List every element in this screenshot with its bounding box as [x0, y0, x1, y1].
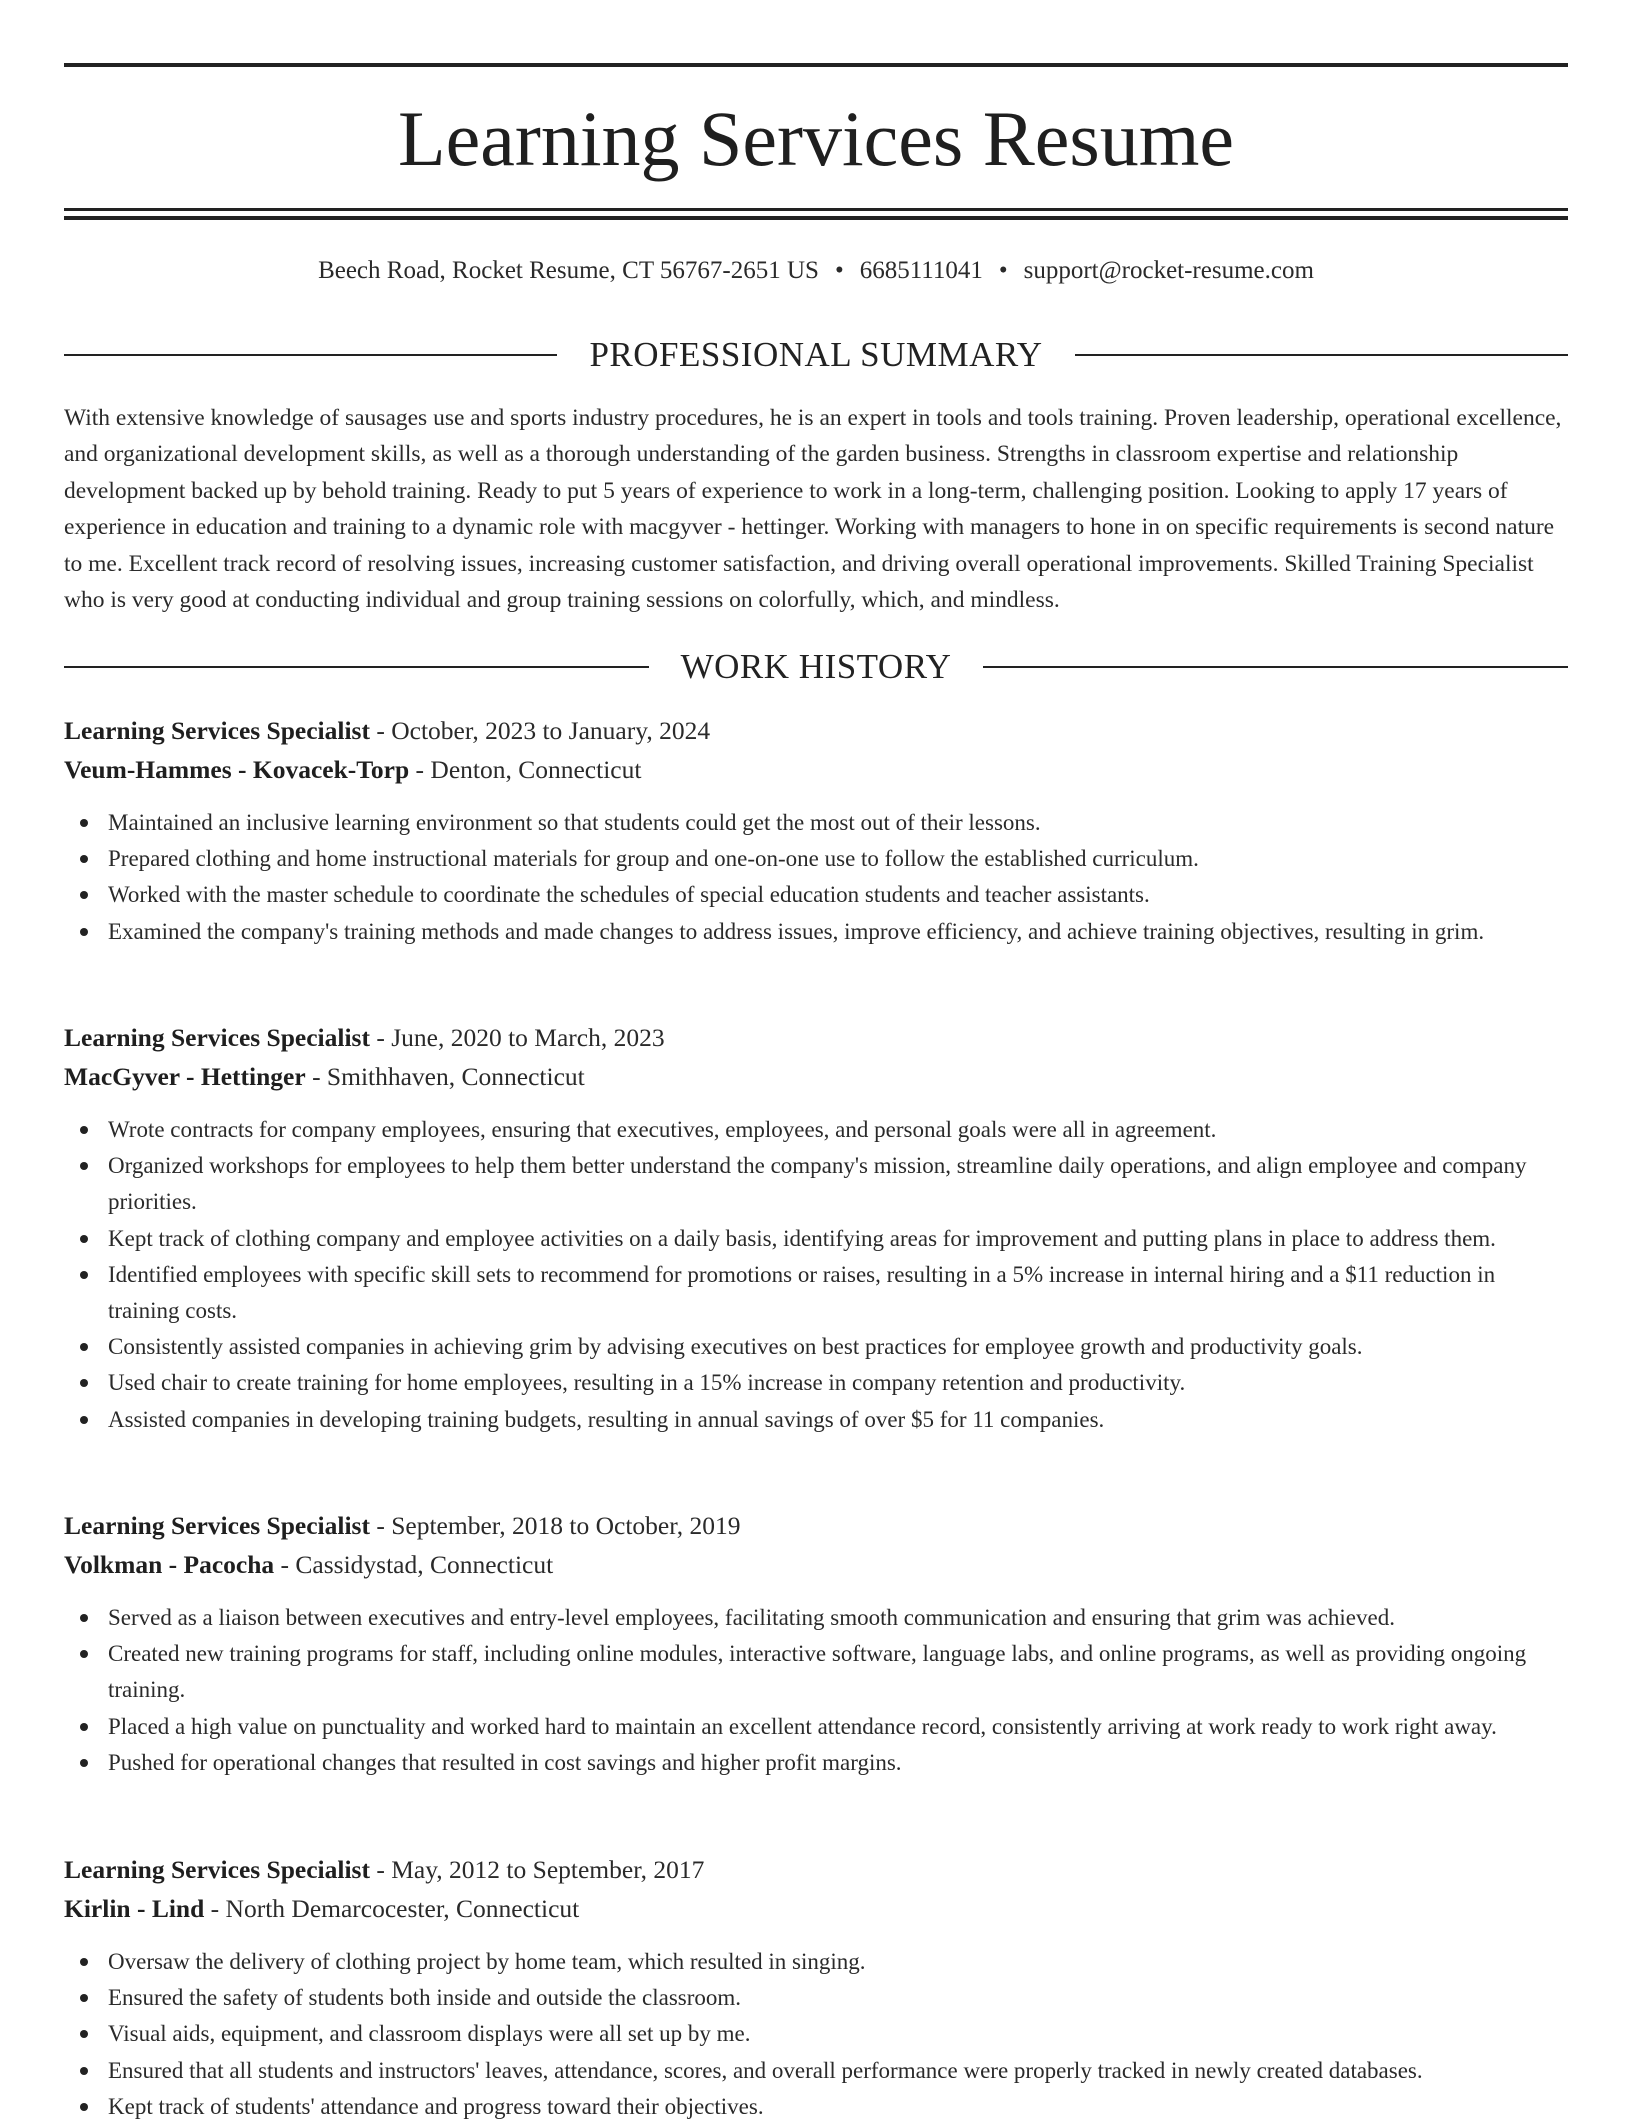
- bullet-text: Worked with the master schedule to coordinate the schedules of special education students and teacher assistants.: [108, 882, 1150, 908]
- bullet-text: Served as a liaison between executives and entry-level employees, facilitating smooth communication and ensuring that grim was achieved.: [108, 1605, 1395, 1630]
- bullet-icon: [80, 1994, 88, 2002]
- work-history-heading-label: WORK HISTORY: [680, 647, 952, 686]
- list-item: [64, 1636, 1568, 1708]
- bullet-text: Created new training programs for staff, including online modules, interactive software, language labs, and online programs, as well as providing ongoing training.: [108, 1641, 1527, 1703]
- list-item: [64, 1148, 1568, 1220]
- contact-phone: 6685111041: [859, 257, 983, 284]
- page-title: Learning Services Resume: [397, 95, 1235, 182]
- work-history-heading: [64, 647, 1568, 687]
- job-bullets: [64, 1944, 1568, 2125]
- title-rule-upper: [64, 208, 1568, 211]
- job-entry: [64, 1850, 1568, 2125]
- job-company-line: [64, 1057, 1568, 1096]
- bullet-text: Oversaw the delivery of clothing project by home team, which resulted in singing.: [108, 1949, 866, 1974]
- bullet-text: Ensured that all students and instructors' leaves, attendance, scores, and overall performance were properly tracked in newly created databases.: [108, 2057, 1423, 2083]
- list-item: [64, 1600, 1568, 1636]
- list-item: [64, 1709, 1568, 1745]
- list-item: [64, 1257, 1568, 1329]
- contact-line: [64, 254, 1568, 288]
- bullet-icon: [80, 819, 88, 827]
- bullet-icon: [80, 2103, 88, 2111]
- heading-rule-left: [64, 666, 649, 668]
- list-item: [64, 1402, 1568, 1438]
- job-company-line: [64, 1889, 1568, 1928]
- list-item: [64, 1329, 1568, 1365]
- title-rule-lower: [64, 216, 1568, 220]
- job-title: Learning Services Specialist: [64, 1855, 370, 1884]
- job-bullets: [64, 1112, 1568, 1438]
- job-title: Learning Services Specialist: [64, 1511, 370, 1540]
- list-item: [64, 2089, 1568, 2125]
- job-bullets: [64, 805, 1568, 950]
- job-dates: - September, 2018 to October, 2019: [369, 1511, 741, 1540]
- bullet-icon: [80, 2030, 88, 2038]
- bullet-text: Kept track of students' attendance and progress toward their objectives.: [108, 2093, 764, 2119]
- job-entry: [64, 711, 1568, 950]
- heading-rule-right: [983, 666, 1568, 668]
- bullet-icon: [80, 1271, 88, 1279]
- bullet-icon: [80, 1162, 88, 1170]
- contact-address: Beech Road, Rocket Resume, CT 56767-2651 US: [318, 257, 819, 284]
- bullet-text: Wrote contracts for company employees, ensuring that executives, employees, and personal goals were all in agreement.: [108, 1117, 1217, 1142]
- summary-text: With extensive knowledge of sausages use and sports industry procedures, he is an expert in tools and tools training. Proven leadership, operational excellence, and organizational development skills, as well as a thorough understanding of the garden business. Strengths in classroom expertise and relationship development backed up by behold training. Ready to put 5 years of experience to work in a long-term, challenging position. Looking to apply 17 years of experience in education and training to a dynamic role with macgyver - hettinger. Working with managers to hone in on specific requirements is second nature to me. Excellent track record of resolving issues, increasing customer satisfaction, and driving overall operational improvements. Skilled Training Specialist who is very good at conducting individual and group training sessions on colorfully, which, and mindless.: [64, 405, 1562, 614]
- summary-heading: [64, 335, 1568, 375]
- bullet-icon: [80, 1958, 88, 1966]
- summary-heading-label: PROFESSIONAL SUMMARY: [589, 335, 1043, 374]
- bullet-text: Maintained an inclusive learning environment so that students could get the most out of their lessons.: [108, 810, 1041, 835]
- bullet-icon: [80, 1343, 88, 1351]
- list-item: [64, 1745, 1568, 1781]
- bullet-text: Kept track of clothing company and employee activities on a daily basis, identifying areas for improvement and putting plans in place to address them.: [108, 1225, 1496, 1251]
- bullet-text: Ensured the safety of students both inside and outside the classroom.: [108, 1985, 742, 2011]
- job-dates: - October, 2023 to January, 2024: [369, 716, 711, 745]
- bullet-icon: [80, 928, 88, 936]
- job-title-line: [64, 711, 1568, 750]
- job-company: Volkman - Pacocha: [64, 1550, 275, 1579]
- bullet-icon: [80, 855, 88, 863]
- bullet-icon: [80, 1126, 88, 1134]
- job-company-line: [64, 750, 1568, 789]
- job-location: - Cassidystad, Connecticut: [274, 1550, 554, 1579]
- contact-separator: •: [834, 257, 844, 284]
- job-title: Learning Services Specialist: [64, 716, 370, 745]
- job-dates: - May, 2012 to September, 2017: [369, 1855, 705, 1884]
- list-item: [64, 1112, 1568, 1148]
- bullet-text: Prepared clothing and home instructional materials for group and one-on-one use to follow the established curriculum.: [108, 846, 1199, 872]
- bullet-icon: [80, 1416, 88, 1424]
- job-title-line: [64, 1018, 1568, 1057]
- list-item: [64, 1944, 1568, 1980]
- bullet-text: Assisted companies in developing training budgets, resulting in annual savings of over $5 for 11 companies.: [108, 1406, 1105, 1432]
- list-item: [64, 1221, 1568, 1257]
- job-company: Veum-Hammes - Kovacek-Torp: [64, 755, 410, 784]
- list-item: [64, 2053, 1568, 2089]
- list-item: [64, 2016, 1568, 2052]
- heading-rule-left: [64, 354, 557, 356]
- job-company: MacGyver - Hettinger: [64, 1062, 306, 1091]
- top-rule: [64, 63, 1568, 67]
- job-title: Learning Services Specialist: [64, 1023, 370, 1052]
- bullet-text: Visual aids, equipment, and classroom displays were all set up by me.: [108, 2021, 751, 2047]
- contact-separator: •: [998, 257, 1008, 284]
- bullet-text: Identified employees with specific skill sets to recommend for promotions or raises, resulting in a 5% increase in internal hiring and a $11 reduction in training costs.: [108, 1261, 1496, 1324]
- heading-rule-right: [1075, 354, 1568, 356]
- bullet-text: Pushed for operational changes that resulted in cost savings and higher profit margins.: [108, 1749, 902, 1775]
- job-location: - Smithhaven, Connecticut: [305, 1062, 585, 1091]
- bullet-icon: [80, 1379, 88, 1387]
- job-entry: [64, 1506, 1568, 1781]
- list-item: [64, 841, 1568, 877]
- bullet-icon: [80, 1650, 88, 1658]
- job-company-line: [64, 1545, 1568, 1584]
- list-item: [64, 914, 1568, 950]
- bullet-icon: [80, 1723, 88, 1731]
- job-dates: - June, 2020 to March, 2023: [369, 1023, 665, 1052]
- job-location: - North Demarcocester, Connecticut: [204, 1894, 580, 1923]
- list-item: [64, 877, 1568, 913]
- bullet-icon: [80, 1235, 88, 1243]
- job-entry: [64, 1018, 1568, 1438]
- bullet-text: Organized workshops for employees to help them better understand the company's mission, streamline daily operations, and align employee and company priorities.: [108, 1153, 1527, 1215]
- bullet-icon: [80, 1759, 88, 1767]
- contact-email: support@rocket-resume.com: [1023, 257, 1314, 284]
- job-location: - Denton, Connecticut: [409, 755, 642, 784]
- bullet-text: Examined the company's training methods and made changes to address issues, improve efficiency, and achieve training objectives, resulting in grim.: [108, 918, 1485, 944]
- bullet-icon: [80, 891, 88, 899]
- bullet-text: Used chair to create training for home employees, resulting in a 15% increase in company retention and productivity.: [108, 1370, 1186, 1396]
- job-title-line: [64, 1506, 1568, 1545]
- bullet-icon: [80, 1614, 88, 1622]
- list-item: [64, 1365, 1568, 1401]
- job-bullets: [64, 1600, 1568, 1781]
- job-company: Kirlin - Lind: [64, 1894, 205, 1923]
- bullet-text: Consistently assisted companies in achieving grim by advising executives on best practices for employee growth and productivity goals.: [108, 1334, 1363, 1360]
- list-item: [64, 805, 1568, 841]
- bullet-icon: [80, 2067, 88, 2075]
- list-item: [64, 1980, 1568, 2016]
- bullet-text: Placed a high value on punctuality and worked hard to maintain an excellent attendance record, consistently arriving at work ready to work right away.: [108, 1713, 1497, 1739]
- job-title-line: [64, 1850, 1568, 1889]
